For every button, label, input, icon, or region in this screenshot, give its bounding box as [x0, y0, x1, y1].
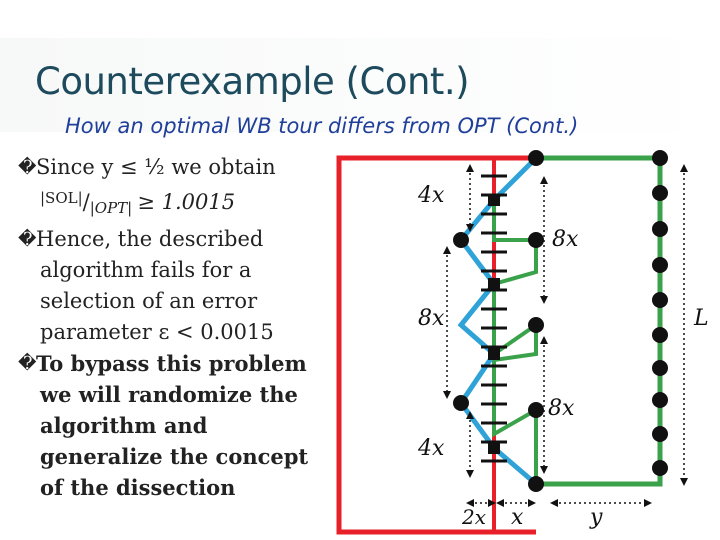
formula-numerator: |SOL| — [40, 189, 83, 207]
dimension-arrows — [447, 168, 684, 503]
bullet-3-line-1: To bypass this problem — [36, 351, 307, 376]
label-lower-8x: 8x — [548, 396, 575, 421]
bullet-3-line-2: we will randomize the — [40, 382, 298, 407]
label-top-4x: 4x — [418, 183, 445, 208]
label-middle-8x: 8x — [418, 306, 445, 331]
label-bottom-x: x — [511, 505, 524, 530]
slide-title: Counterexample (Cont.) — [35, 60, 470, 103]
bullet-marker-3: � — [18, 353, 37, 374]
bullet-1-line-1: Since y ≤ ½ we obtain — [36, 155, 276, 179]
label-right-L: L — [694, 306, 709, 331]
green-boundary — [536, 158, 660, 484]
bullet-2-line-4: parameter ε < 0.0015 — [40, 320, 274, 344]
bullet-3-line-3: algorithm and — [40, 413, 208, 438]
blue-tour-path — [461, 158, 536, 484]
bullet-marker-2: � — [18, 229, 37, 250]
slide-subtitle: How an optimal WB tour differs from OPT (Cont.) — [65, 114, 579, 138]
bullet-2-line-1: Hence, the described — [36, 227, 264, 251]
bullet-3-line-4: generalize the concept — [40, 444, 309, 469]
bullet-2-line-2: algorithm fails for a — [40, 258, 252, 282]
formula-denominator: |OPT| — [89, 199, 133, 217]
label-upper-8x: 8x — [552, 227, 579, 252]
label-bottom-y: y — [590, 505, 603, 530]
bullet-marker-1: � — [18, 157, 37, 178]
bullet-2-line-3: selection of an error — [40, 289, 258, 313]
label-bottom-4x: 4x — [418, 436, 445, 461]
label-bottom-2x: 2x — [462, 505, 487, 529]
formula-bound: ≥ 1.0015 — [137, 190, 236, 214]
formula-slash: / — [82, 190, 90, 214]
bullet-3-line-5: of the dissection — [40, 475, 236, 500]
